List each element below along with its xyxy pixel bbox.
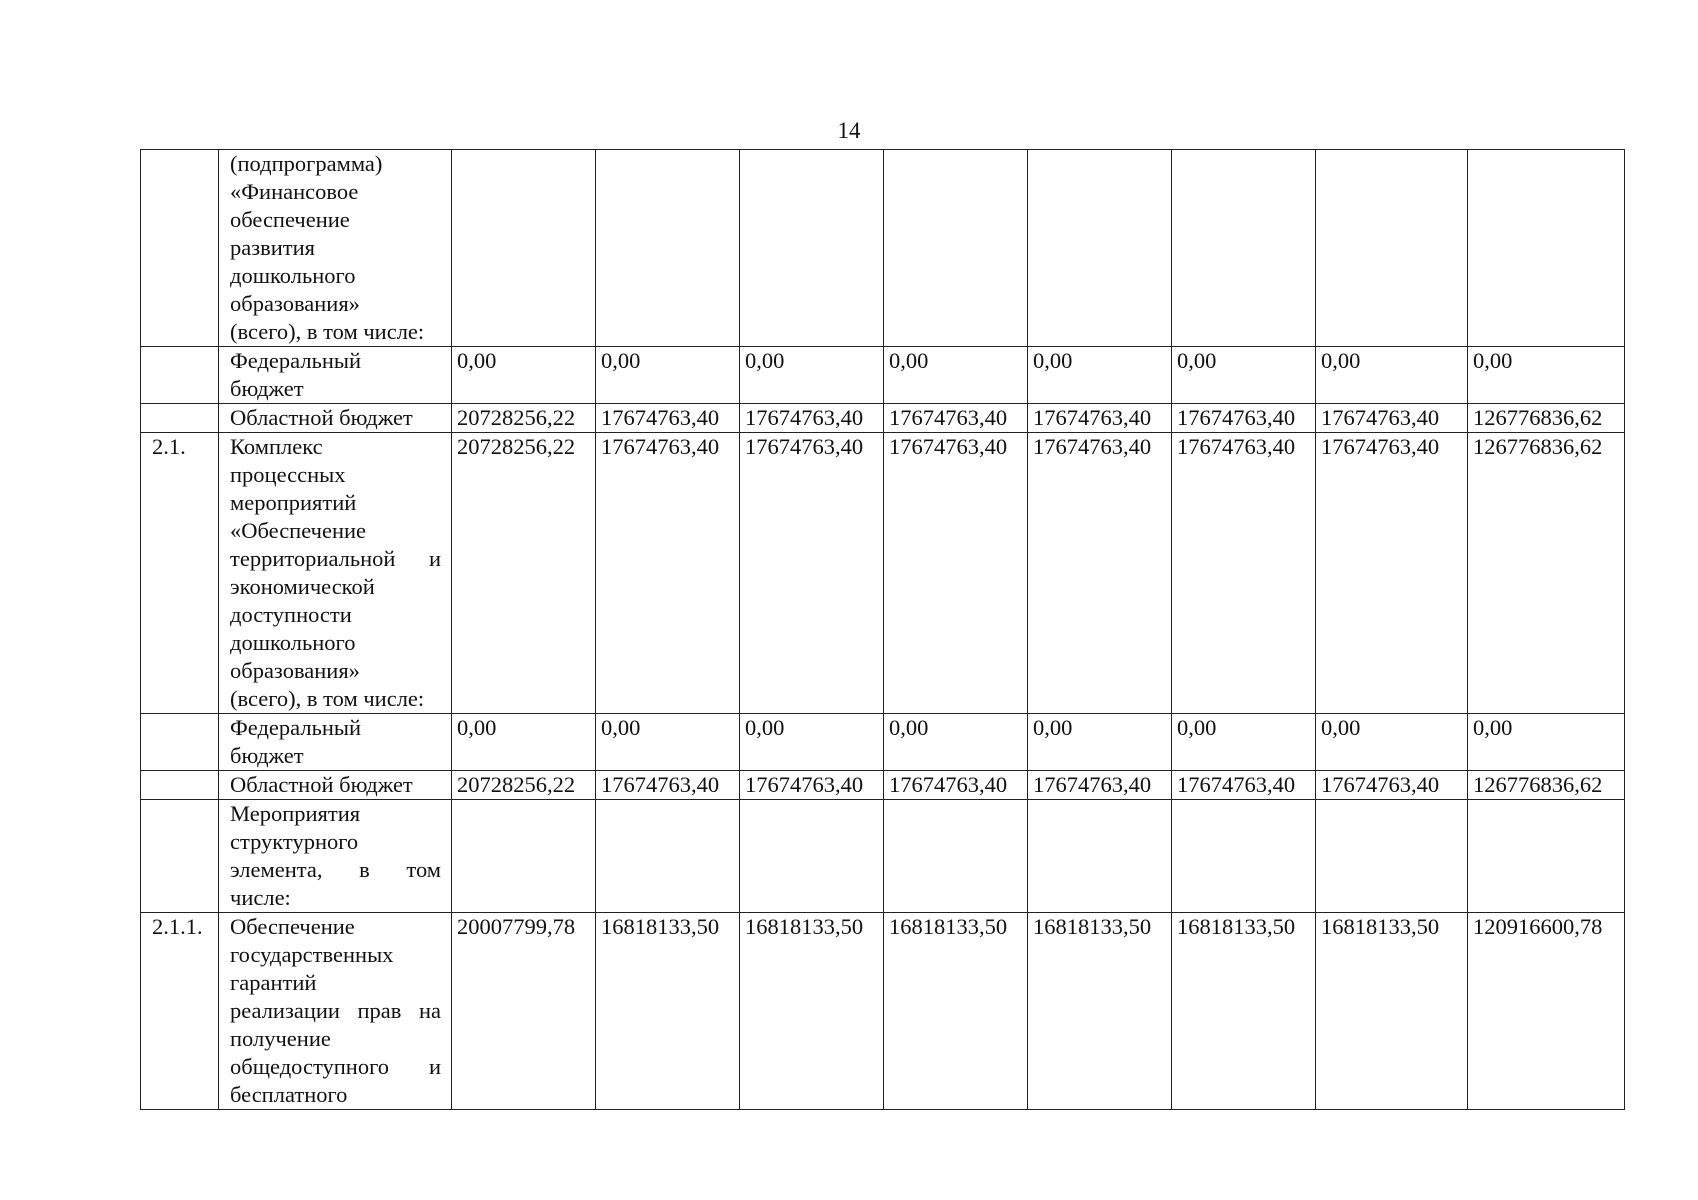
value-cell: 17674763,40 bbox=[596, 404, 740, 433]
value-cell: 0,00 bbox=[740, 714, 884, 771]
row-code-cell: 2.1.1. bbox=[141, 913, 219, 1110]
table-row bbox=[141, 771, 1625, 800]
value-cell bbox=[1316, 150, 1468, 347]
table-row bbox=[141, 714, 1625, 771]
value-cell: 0,00 bbox=[452, 347, 596, 404]
value-cell: 0,00 bbox=[884, 347, 1028, 404]
row-name-line: территориальной и bbox=[230, 546, 441, 571]
row-name-cell bbox=[219, 150, 452, 347]
row-name-line: Обеспечение bbox=[230, 914, 355, 939]
row-name-line: Областной бюджет bbox=[230, 405, 413, 430]
value-cell: 16818133,50 bbox=[1028, 913, 1172, 1110]
value-cell: 16818133,50 bbox=[740, 913, 884, 1110]
row-name-line: числе: bbox=[230, 885, 291, 910]
value-cell: 20007799,78 bbox=[452, 913, 596, 1110]
value-cell: 0,00 bbox=[1172, 347, 1316, 404]
row-name-line: общедоступного и bbox=[230, 1054, 441, 1079]
value-cell: 20728256,22 bbox=[452, 404, 596, 433]
value-cell: 0,00 bbox=[740, 347, 884, 404]
value-cell bbox=[1172, 150, 1316, 347]
row-name-line: бюджет bbox=[230, 376, 304, 401]
value-cell: 0,00 bbox=[596, 714, 740, 771]
row-name-line: дошкольного bbox=[230, 263, 356, 288]
row-name-cell bbox=[219, 771, 452, 800]
value-cell: 17674763,40 bbox=[1028, 771, 1172, 800]
value-cell: 126776836,62 bbox=[1468, 771, 1625, 800]
table-row bbox=[141, 150, 1625, 347]
value-cell: 126776836,62 bbox=[1468, 433, 1625, 714]
value-cell: 16818133,50 bbox=[1172, 913, 1316, 1110]
table-row bbox=[141, 347, 1625, 404]
table-row bbox=[141, 913, 1625, 1110]
row-name-line: развития bbox=[230, 235, 316, 260]
value-cell: 17674763,40 bbox=[740, 404, 884, 433]
value-cell: 0,00 bbox=[1316, 714, 1468, 771]
value-cell: 16818133,50 bbox=[1316, 913, 1468, 1110]
value-cell bbox=[884, 150, 1028, 347]
row-name-line: получение bbox=[230, 1026, 331, 1051]
value-cell bbox=[1316, 800, 1468, 913]
row-code-cell: 2.1. bbox=[141, 433, 219, 714]
row-code-cell bbox=[141, 404, 219, 433]
row-name-line: образования» bbox=[230, 658, 360, 683]
value-cell: 17674763,40 bbox=[1316, 433, 1468, 714]
row-name-cell bbox=[219, 800, 452, 913]
value-cell: 17674763,40 bbox=[1028, 404, 1172, 433]
row-code-cell bbox=[141, 347, 219, 404]
budget-table bbox=[140, 149, 1625, 1110]
value-cell: 126776836,62 bbox=[1468, 404, 1625, 433]
value-cell bbox=[596, 150, 740, 347]
value-cell bbox=[1468, 800, 1625, 913]
row-name-line: гарантий bbox=[230, 970, 317, 995]
value-cell: 17674763,40 bbox=[740, 771, 884, 800]
row-code-cell bbox=[141, 150, 219, 347]
row-name-line: государственных bbox=[230, 942, 394, 967]
value-cell: 17674763,40 bbox=[884, 404, 1028, 433]
row-name-line: Комплекс bbox=[230, 434, 323, 459]
row-name-line: бесплатного bbox=[230, 1082, 348, 1107]
row-name-line: экономической bbox=[230, 574, 375, 599]
value-cell: 0,00 bbox=[1172, 714, 1316, 771]
row-name-line: доступности bbox=[230, 602, 352, 627]
value-cell: 17674763,40 bbox=[1316, 404, 1468, 433]
budget-table-body bbox=[141, 150, 1625, 1110]
value-cell: 0,00 bbox=[1316, 347, 1468, 404]
value-cell: 20728256,22 bbox=[452, 771, 596, 800]
row-name-line: обеспечение bbox=[230, 207, 350, 232]
value-cell bbox=[1468, 150, 1625, 347]
row-name-line: бюджет bbox=[230, 743, 304, 768]
row-name-line: Федеральный bbox=[230, 715, 362, 740]
value-cell bbox=[1028, 800, 1172, 913]
row-name-line: (подпрограмма) bbox=[230, 151, 383, 176]
value-cell: 17674763,40 bbox=[740, 433, 884, 714]
value-cell: 17674763,40 bbox=[1028, 433, 1172, 714]
value-cell bbox=[452, 800, 596, 913]
row-name-cell bbox=[219, 347, 452, 404]
value-cell bbox=[452, 150, 596, 347]
value-cell: 20728256,22 bbox=[452, 433, 596, 714]
value-cell: 16818133,50 bbox=[884, 913, 1028, 1110]
row-name-line: структурного bbox=[230, 829, 359, 854]
row-name-line: мероприятий bbox=[230, 490, 357, 515]
table-row bbox=[141, 433, 1625, 714]
row-name-cell bbox=[219, 913, 452, 1110]
row-name-line: Мероприятия bbox=[230, 801, 361, 826]
value-cell bbox=[1028, 150, 1172, 347]
value-cell: 0,00 bbox=[1028, 347, 1172, 404]
row-name-line: «Обеспечение bbox=[230, 518, 367, 543]
value-cell: 120916600,78 bbox=[1468, 913, 1625, 1110]
row-name-line: «Финансовое bbox=[230, 179, 359, 204]
value-cell: 0,00 bbox=[1468, 347, 1625, 404]
row-name-line: реализации прав на bbox=[230, 998, 441, 1023]
row-name-line: элемента, в том bbox=[230, 857, 441, 882]
row-name-line: (всего), в том числе: bbox=[230, 686, 425, 711]
row-name-cell bbox=[219, 404, 452, 433]
value-cell: 17674763,40 bbox=[884, 771, 1028, 800]
value-cell: 0,00 bbox=[596, 347, 740, 404]
table-row bbox=[141, 404, 1625, 433]
value-cell: 17674763,40 bbox=[884, 433, 1028, 714]
row-code-cell bbox=[141, 800, 219, 913]
value-cell bbox=[740, 800, 884, 913]
value-cell bbox=[884, 800, 1028, 913]
value-cell bbox=[1172, 800, 1316, 913]
value-cell bbox=[740, 150, 884, 347]
value-cell: 0,00 bbox=[1028, 714, 1172, 771]
row-name-cell bbox=[219, 714, 452, 771]
page-number: 14 bbox=[837, 118, 861, 143]
value-cell: 0,00 bbox=[884, 714, 1028, 771]
value-cell: 17674763,40 bbox=[1316, 771, 1468, 800]
value-cell: 17674763,40 bbox=[1172, 404, 1316, 433]
row-name-line: Областной бюджет bbox=[230, 772, 413, 797]
row-code-cell bbox=[141, 771, 219, 800]
value-cell: 17674763,40 bbox=[596, 433, 740, 714]
row-name-line: процессных bbox=[230, 462, 346, 487]
row-code-cell bbox=[141, 714, 219, 771]
row-name-line: образования» bbox=[230, 291, 360, 316]
value-cell: 0,00 bbox=[1468, 714, 1625, 771]
row-name-line: дошкольного bbox=[230, 630, 356, 655]
table-row bbox=[141, 800, 1625, 913]
row-name-cell bbox=[219, 433, 452, 714]
row-name-line: (всего), в том числе: bbox=[230, 319, 425, 344]
value-cell: 16818133,50 bbox=[596, 913, 740, 1110]
value-cell bbox=[596, 800, 740, 913]
value-cell: 17674763,40 bbox=[1172, 771, 1316, 800]
value-cell: 17674763,40 bbox=[596, 771, 740, 800]
value-cell: 0,00 bbox=[452, 714, 596, 771]
row-name-line: Федеральный bbox=[230, 348, 362, 373]
value-cell: 17674763,40 bbox=[1172, 433, 1316, 714]
